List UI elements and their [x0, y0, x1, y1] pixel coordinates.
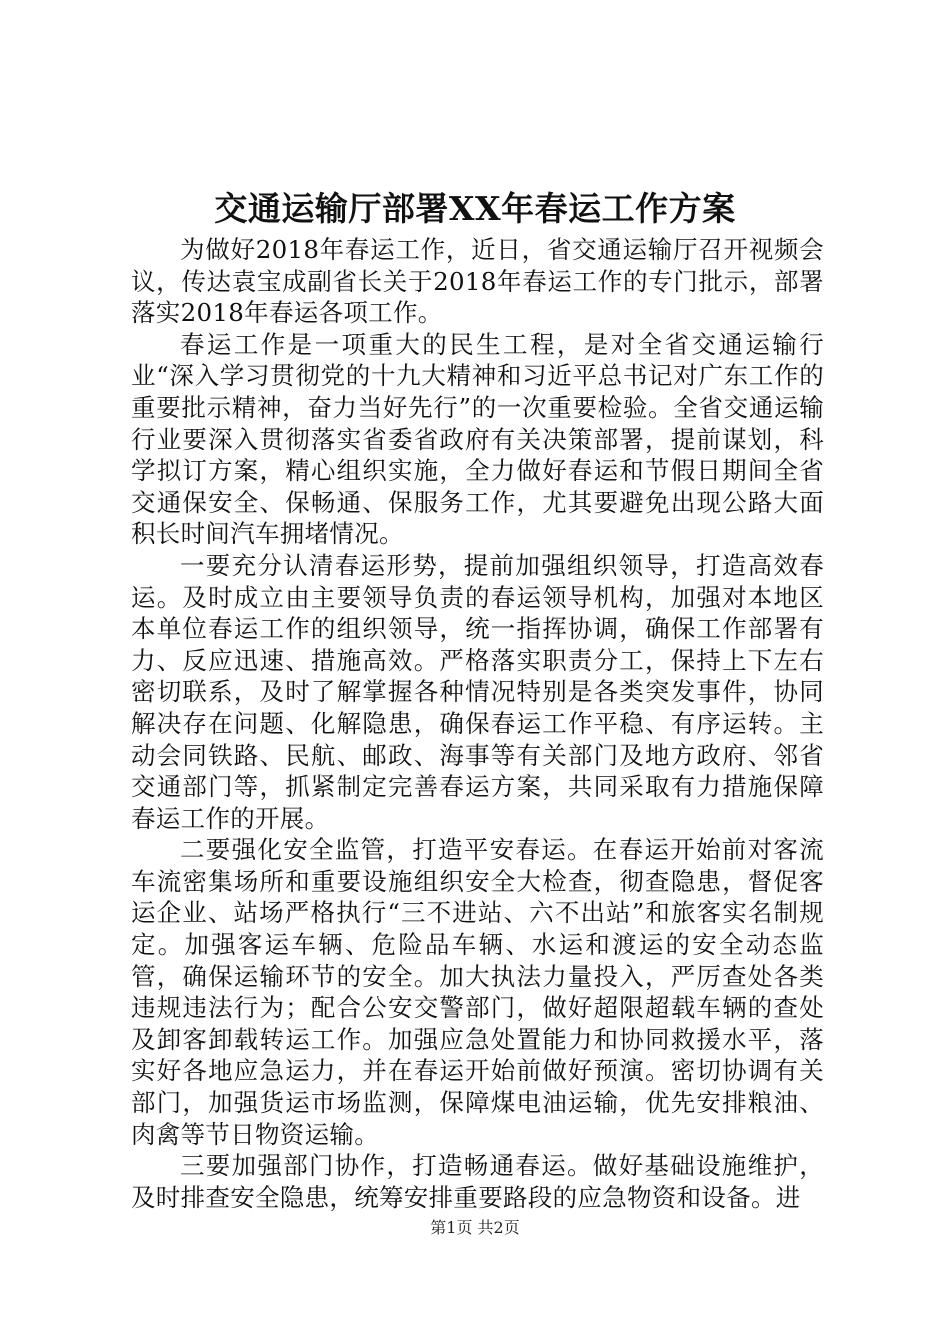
paragraph-point-two: 二要强化安全监管，打造平安春运。在春运开始前对客流车流密集场所和重要设施组织安全大检查，彻查隐患，督促客运企业、站场严格执行“三不进站、六不出站”和旅客实名制规定。加强客运车辆、危险品车辆、水运和渡运的安全动态监管，确保运输环节的安全。加大执法力量投入，严厉查处各类违规违法行为；配合公安交警部门，做好超限超载车辆的查处及卸客卸载转运工作。加强应急处置能力和协同救援水平，落实好各地应急运力，并在春运开始前做好预演。密切协调有关部门，加强货运市场监测，保障煤电油运输，优先安排粮油、肉禽等节日物资运输。: [131, 835, 824, 1149]
page-number-footer: 第1页 共2页: [430, 1218, 520, 1237]
paragraph-point-one: 一要充分认清春运形势，提前加强组织领导，打造高效春运。及时成立由主要领导负责的春运领导机构，加强对本地区本单位春运工作的组织领导，统一指挥协调，确保工作部署有力、反应迅速、措施高效。严格落实职责分工，保持上下左右密切联系，及时了解掌握各种情况特别是各类突发事件，协同解决存在问题、化解隐患，确保春运工作平稳、有序运转。主动会同铁路、民航、邮政、海事等有关部门及地方政府、邻省交通部门等，抓紧制定完善春运方案，共同采取有力措施保障春运工作的开展。: [131, 550, 824, 833]
paragraph-point-three: 三要加强部门协作，打造畅通春运。做好基础设施维护，及时排查安全隐患，统筹安排重要路段的应急物资和设备。进: [131, 1151, 824, 1212]
document-title: 交通运输厅部署XX年春运工作方案: [214, 189, 736, 228]
document-body: [131, 234, 824, 1213]
paragraph-overview: 春运工作是一项重大的民生工程，是对全省交通运输行业“深入学习贯彻党的十九大精神和习近平总书记对广东工作的重要批示精神，奋力当好先行”的一次重要检验。全省交通运输行业要深入贯彻落实省委省政府有关决策部署，提前谋划，科学拟订方案，精心组织实施，全力做好春运和节假日期间全省交通保安全、保畅通、保服务工作，尤其要避免出现公路大面积长时间汽车拥堵情况。: [131, 329, 825, 549]
paragraph-intro: 为做好2018年春运工作，近日，省交通运输厅召开视频会议，传达袁宝成副省长关于2018年春运工作的专门批示，部署落实2018年春运各项工作。: [131, 235, 824, 328]
